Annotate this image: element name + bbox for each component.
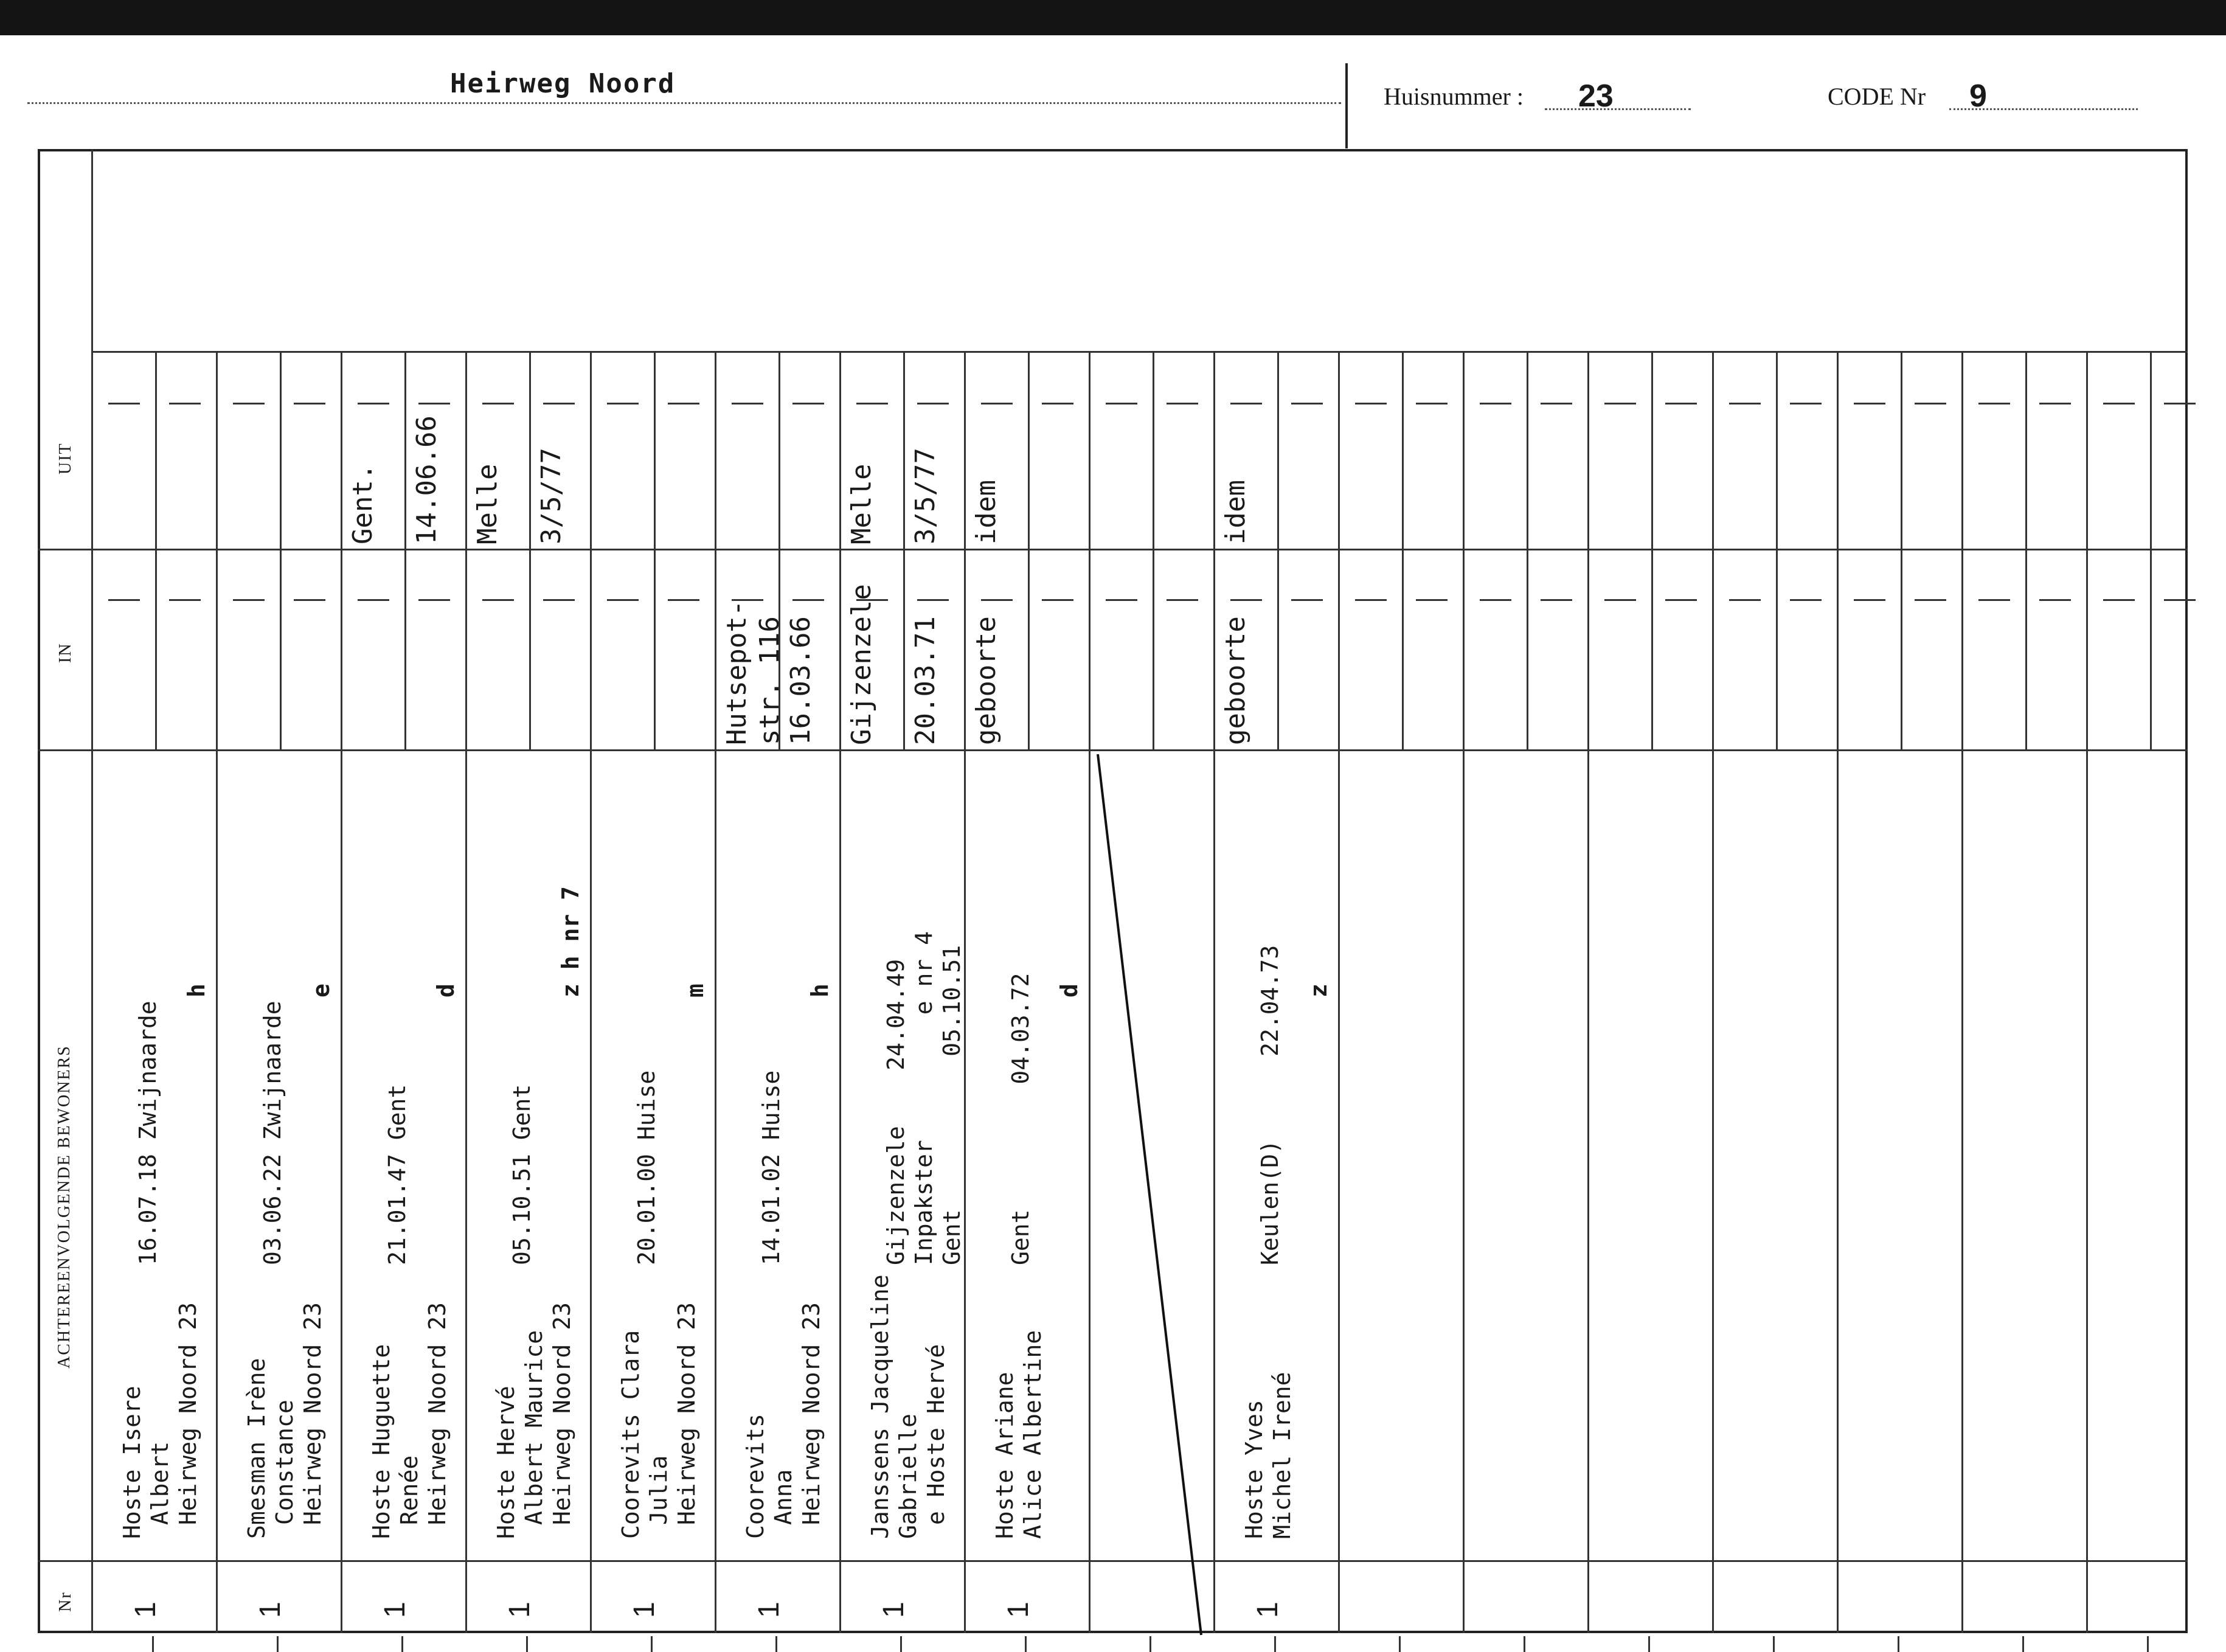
house-number-value: 23 [1578, 78, 1614, 114]
record-nr: 1 [753, 1602, 785, 1618]
code-number-value: 9 [1969, 78, 1987, 114]
out-entry: Gent. [347, 463, 378, 544]
record-nr: 1 [504, 1602, 536, 1618]
resident-birth: Gijzenzele 24.04.49 Inpakster e nr 4 Gent 05.10.51 [882, 931, 965, 1265]
resident-name: Hoste Yves Michel Irené [1241, 1372, 1295, 1539]
resident-note: m [682, 984, 709, 998]
record-nr: 1 [878, 1602, 910, 1618]
resident-birth: 20.01.00 Huise [633, 1070, 660, 1265]
out-entry: 3/5/77 [536, 448, 567, 544]
section-nr-label: Nr [56, 1591, 75, 1612]
record-nr: 1 [130, 1602, 162, 1618]
resident-birth: Gent 04.03.72 [1007, 973, 1034, 1265]
resident-name: Hoste Huguette Renée Heirweg Noord 23 [368, 1302, 451, 1539]
resident-birth: 16.07.18 Zwijnaarde [134, 1001, 161, 1265]
street-name: Heirweg Noord [450, 68, 676, 99]
in-entry: Gijzenzele [846, 584, 877, 745]
resident-birth: 05.10.51 Gent [508, 1084, 535, 1265]
resident-note: d [1056, 984, 1083, 998]
out-entry: Melle [846, 463, 877, 544]
in-entry: Hutsepot- str. 116 [721, 600, 785, 745]
section-uit-label: UIT [56, 442, 75, 474]
resident-name: Smesman Irène Constance Heirweg Noord 23 [243, 1302, 326, 1539]
resident-name: Hoste Ariane Alice Albertine [991, 1330, 1046, 1539]
in-entry: geboorte [1220, 616, 1251, 745]
resident-note: e [308, 984, 335, 998]
code-label: CODE Nr [1828, 83, 1926, 110]
resident-note: z [1305, 984, 1332, 998]
resident-name: Janssens Jacqueline Gabrielle e Hoste Hervé [867, 1274, 949, 1539]
in-entry: 20.03.71 [910, 616, 941, 745]
section-in-label: IN [56, 642, 75, 663]
resident-birth: 03.06.22 Zwijnaarde [259, 1001, 286, 1265]
resident-name: Coorevits Clara Julia Heirweg Noord 23 [617, 1302, 700, 1539]
out-entry: 14.06.66 [411, 415, 442, 544]
out-entry: 3/5/77 [910, 448, 941, 544]
resident-note: h [183, 984, 210, 998]
record-nr: 1 [1002, 1602, 1035, 1618]
record-nr: 1 [1252, 1602, 1284, 1618]
out-entry: Melle [472, 463, 503, 544]
out-entry: idem [971, 480, 1002, 544]
resident-name: Hoste Isere Albert Heirweg Noord 23 [119, 1302, 201, 1539]
resident-note: z h nr 7 [557, 886, 584, 998]
record-nr: 1 [379, 1602, 411, 1618]
resident-note: h [806, 984, 833, 998]
resident-birth: 21.01.47 Gent [384, 1084, 411, 1265]
resident-note: d [432, 984, 459, 998]
in-entry: geboorte [971, 616, 1002, 745]
resident-birth: Keulen(D) 22.04.73 [1257, 945, 1283, 1265]
house-number-label: Huisnummer : [1384, 83, 1524, 110]
resident-name: Hoste Hervé Albert Maurice Heirweg Noord 23 [493, 1302, 575, 1539]
resident-birth: 14.01.02 Huise [758, 1070, 785, 1265]
resident-name: Coorevits Anna Heirweg Noord 23 [742, 1302, 825, 1539]
record-nr: 1 [254, 1602, 286, 1618]
section-residents-label: ACHTEREENVOLGENDE BEWONERS [55, 1045, 74, 1369]
out-entry: idem [1220, 480, 1251, 544]
in-entry: 16.03.66 [785, 616, 816, 745]
record-nr: 1 [628, 1602, 661, 1618]
